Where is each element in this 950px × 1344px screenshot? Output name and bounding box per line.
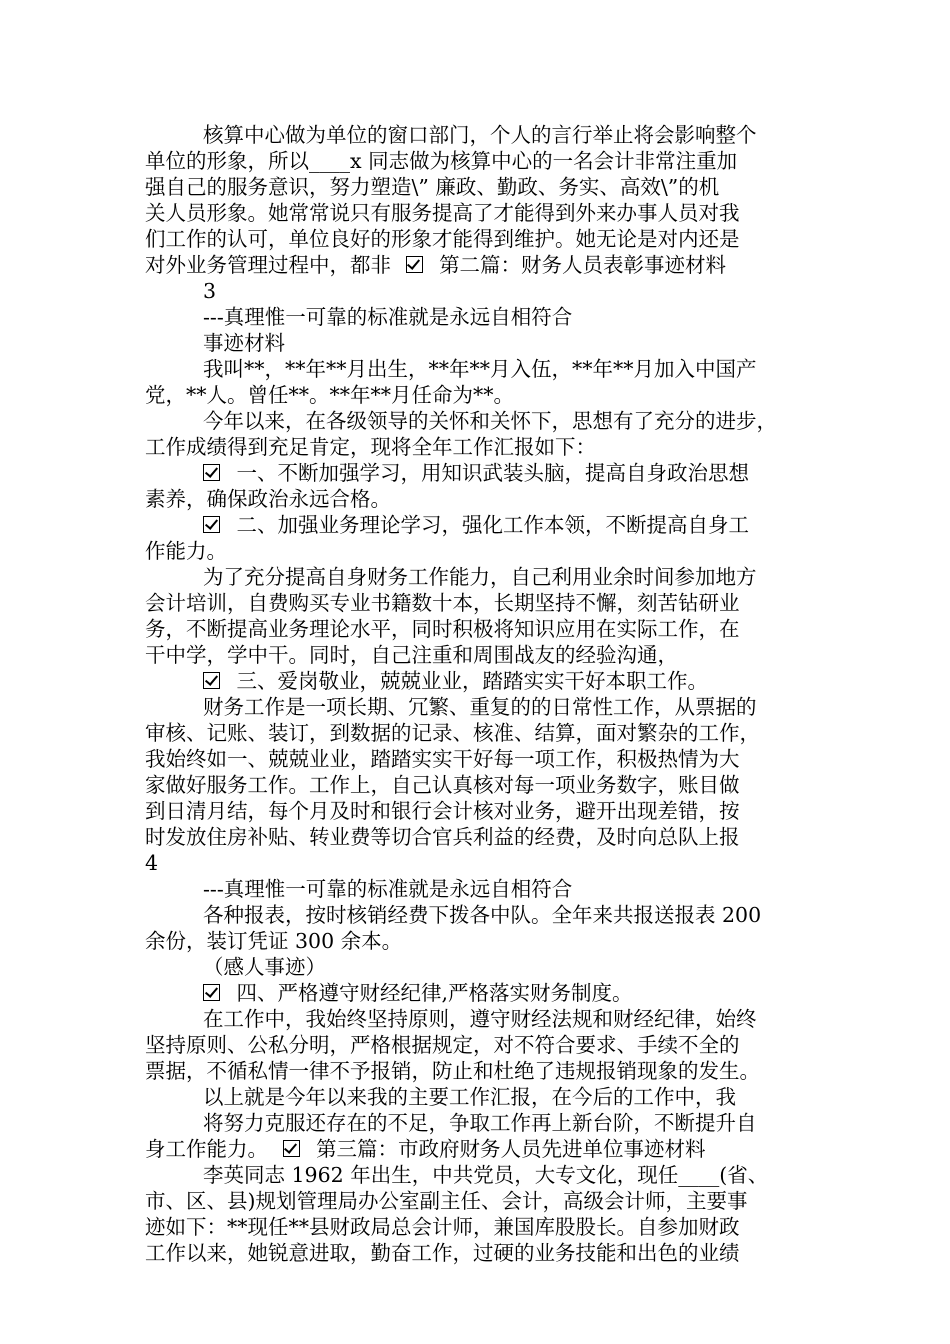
page-footer: ---真理惟一可靠的标准就是永远自相符合 xyxy=(203,305,573,329)
text-line: 为了充分提高自身财务工作能力，自己利用业余时间参加地方 xyxy=(203,565,757,589)
text-line: 到日清月结，每个月及时和银行会计核对业务，避开出现差错，按 xyxy=(145,799,740,823)
text-line: 工作成绩得到充足肯定，现将全年工作汇报如下： xyxy=(145,435,596,459)
text-line: 家做好服务工作。工作上，自己认真核对每一项业务数字，账目做 xyxy=(145,773,740,797)
text-line: （感人事迹） xyxy=(203,955,326,979)
text-line: 财务工作是一项长期、冗繁、重复的的日常性工作，从票据的 xyxy=(203,695,757,719)
text-line: 党，**人。曾任**。**年**月任命为**。 xyxy=(145,383,514,407)
text-line xyxy=(203,512,893,538)
text-line: 将努力克服还存在的不足，争取工作再上新台阶，不断提升自 xyxy=(203,1111,757,1135)
text-line xyxy=(203,460,893,486)
text-line xyxy=(145,1136,835,1162)
checkbox-icon xyxy=(203,672,220,689)
text-line: 审核、记账、装订，到数据的记录、核准、结算，面对繁杂的工作， xyxy=(145,721,760,745)
text-line: 各种报表，按时核销经费下拨各中队。全年来共报送报表 200 xyxy=(203,903,762,927)
text-line: 迹如下：**现任**县财政局总会计师，兼国库股股长。自参加财政 xyxy=(145,1215,740,1239)
section-heading: 第二篇：财务人员表彰事迹材料 xyxy=(439,253,727,277)
text-line: 时发放住房补贴、转业费等切合官兵利益的经费，及时向总队上报 xyxy=(145,825,740,849)
text-line: 们工作的认可，单位良好的形象才能得到维护。她无论是对内还是 xyxy=(145,227,740,251)
item-heading: 四、严格遵守财经纪律,严格落实财务制度。 xyxy=(236,981,633,1005)
text-line: 以上就是今年以来我的主要工作汇报，在今后的工作中，我 xyxy=(203,1085,736,1109)
page-number: 4 xyxy=(145,851,159,875)
page-footer: ---真理惟一可靠的标准就是永远自相符合 xyxy=(203,877,573,901)
checkbox-icon xyxy=(203,464,220,481)
text-line: 余份，装订凭证 300 余本。 xyxy=(145,929,403,953)
text-line: 坚持原则、公私分明，严格根据规定，对不符合要求、手续不全的 xyxy=(145,1033,740,1057)
text-line: 单位的形象，所以____x 同志做为核算中心的一名会计非常注重加 xyxy=(145,149,738,173)
text-line: 工作以来，她锐意进取，勤奋工作，过硬的业务技能和出色的业绩 xyxy=(145,1241,740,1265)
text-line: 在工作中，我始终坚持原则，遵守财经法规和财经纪律，始终 xyxy=(203,1007,757,1031)
section-heading: 第三篇：市政府财务人员先进单位事迹材料 xyxy=(316,1137,706,1161)
page-number: 3 xyxy=(203,279,217,303)
text-fragment: 身工作能力。 xyxy=(145,1137,268,1161)
text-line: 李英同志 1962 年出生，中共党员，大专文化，现任____(省、 xyxy=(203,1163,769,1187)
text-line: 素养，确保政治永远合格。 xyxy=(145,487,391,511)
text-line: 核算中心做为单位的窗口部门，个人的言行举止将会影响整个 xyxy=(203,123,757,147)
text-line: 会计培训，自费购买专业书籍数十本，长期坚持不懈，刻苦钻研业 xyxy=(145,591,740,615)
checkbox-icon xyxy=(203,984,220,1001)
text-line: 关人员形象。她常常说只有服务提高了才能得到外来办事人员对我 xyxy=(145,201,740,225)
item-heading: 一、不断加强学习，用知识武装头脑，提高自身政治思想 xyxy=(236,461,750,485)
text-line xyxy=(203,980,893,1006)
text-line: 事迹材料 xyxy=(203,331,285,355)
checkbox-icon xyxy=(203,516,220,533)
item-heading: 三、爱岗敬业，兢兢业业，踏踏实实干好本职工作。 xyxy=(236,669,709,693)
item-heading: 二、加强业务理论学习，强化工作本领，不断提高自身工 xyxy=(236,513,750,537)
checkbox-icon xyxy=(283,1140,300,1157)
text-line: 我叫**，**年**月出生，**年**月入伍，**年**月加入中国产 xyxy=(203,357,757,381)
text-line xyxy=(145,252,835,278)
text-line: 干中学，学中干。同时，自己注重和周围战友的经验沟通， xyxy=(145,643,678,667)
text-line: 我始终如一、兢兢业业，踏踏实实干好每一项工作，积极热情为大 xyxy=(145,747,740,771)
text-line: 务，不断提高业务理论水平，同时积极将知识应用在实际工作，在 xyxy=(145,617,740,641)
text-line xyxy=(203,668,893,694)
text-line: 今年以来，在各级领导的关怀和关怀下，思想有了充分的进步， xyxy=(203,409,777,433)
text-line: 市、区、县)规划管理局办公室副主任、会计，高级会计师，主要事 xyxy=(145,1189,748,1213)
text-fragment: 对外业务管理过程中，都非 xyxy=(145,253,391,277)
checkbox-icon xyxy=(406,256,423,273)
text-line: 强自己的服务意识，努力塑造\” 廉政、勤政、务实、高效\”的机 xyxy=(145,175,720,199)
text-line: 票据，不循私情一律不予报销，防止和杜绝了违规报销现象的发生。 xyxy=(145,1059,760,1083)
text-line: 作能力。 xyxy=(145,539,227,563)
